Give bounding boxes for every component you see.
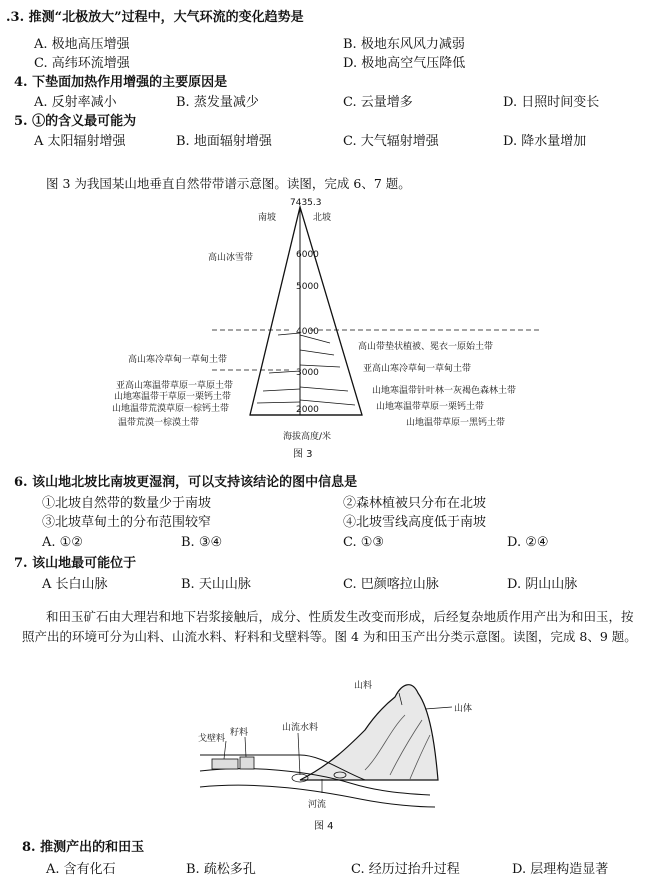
q6-statement-3: ③北坡草甸土的分布范围较窄 <box>42 515 212 530</box>
q6-option-d: D. ②④ <box>507 535 549 550</box>
mountain-profile <box>250 207 362 415</box>
left-belt-3: 亚高山寒温带草原一草原土带 <box>116 381 234 391</box>
q6-stem: 6. 该山地北坡比南坡更湿润，可以支持该结论的图中信息是 <box>14 475 358 490</box>
right-belt-1: 高山带垫状植被、冕衣一原始土带 <box>358 342 494 352</box>
q4-stem: 4. 下垫面加热作用增强的主要原因是 <box>14 75 228 90</box>
left-belt-6: 温带荒漠一棕漠土带 <box>118 418 200 428</box>
q4-option-c: C. 云量增多 <box>343 95 413 110</box>
q7-stem: 7. 该山地最可能位于 <box>14 556 137 571</box>
q5-option-d: D. 降水量增加 <box>503 134 587 149</box>
fig3-diagram <box>100 195 540 465</box>
q8-stem: 8. 推测产出的和田玉 <box>22 840 145 855</box>
q8-option-c: C. 经历过抬升过程 <box>351 862 460 877</box>
fig4-caption: 图 4 <box>314 821 334 832</box>
q6-statement-1: ①北坡自然带的数量少于南坡 <box>42 496 212 511</box>
label-shanti: 山体 <box>454 704 473 714</box>
q3-option-d: D. 极地高空气压降低 <box>343 56 466 71</box>
fig3-intro: 图 3 为我国某山地垂直自然带带谱示意图。读图，完成 6、7 题。 <box>46 176 411 191</box>
tick-6000: 6000 <box>296 250 319 260</box>
tick-3000: 3000 <box>296 368 319 378</box>
q8-option-b: B. 疏松多孔 <box>186 862 256 877</box>
fig3-south-slope-label: 南坡 <box>258 213 277 223</box>
q5-option-c: C. 大气辐射增强 <box>343 134 439 149</box>
q6-option-b: B. ③④ <box>181 535 223 550</box>
left-belt-2: 高山寒冷草甸一草甸土带 <box>128 355 228 365</box>
fig3-north-slope-label: 北坡 <box>313 213 332 223</box>
q8-option-a: A. 含有化石 <box>46 862 116 877</box>
q8-option-d: D. 层理构造显著 <box>512 862 609 877</box>
label-gebiliao: 戈壁料 <box>198 734 226 744</box>
left-belt-1: 高山冰雪带 <box>208 253 254 263</box>
q6-option-a: A. ①② <box>42 535 83 550</box>
q6-statement-2: ②森林植被只分布在北坡 <box>343 496 487 511</box>
fig3-caption: 图 3 <box>293 449 313 460</box>
q5-option-a: A 太阳辐射增强 <box>34 134 126 149</box>
label-ziliao: 籽料 <box>230 728 249 738</box>
q7-option-d: D. 阴山山脉 <box>507 577 578 592</box>
q3-option-c: C. 高纬环流增强 <box>34 56 130 71</box>
q3-stem: .3. 推测“北极放大”过程中，大气环流的变化趋势是 <box>6 10 304 25</box>
q6-statement-4: ④北坡雪线高度低于南坡 <box>343 515 487 530</box>
label-shanliao: 山料 <box>354 681 373 691</box>
q4-option-a: A. 反射率减小 <box>34 95 117 110</box>
q5-stem: 5. ①的含义最可能为 <box>14 114 137 129</box>
q7-option-c: C. 巴颜喀拉山脉 <box>343 577 439 592</box>
fig3-x-label: 海拔高度/米 <box>283 432 332 442</box>
right-belt-2: 亚高山寒冷草甸一草甸土带 <box>363 364 472 374</box>
fig4-diagram <box>190 675 480 835</box>
q7-option-b: B. 天山山脉 <box>181 577 251 592</box>
left-belt-5: 山地温带荒漠草原一棕钙土带 <box>112 404 230 414</box>
right-belt-3: 山地寒温带针叶林一灰褐色森林土带 <box>372 386 517 396</box>
label-river: 河流 <box>308 800 327 810</box>
label-shanliushuiliao: 山流水料 <box>282 723 319 733</box>
tick-2000: 2000 <box>296 405 319 415</box>
q7-option-a: A 长白山脉 <box>42 577 108 592</box>
fig3-peak-label: 7435.3 <box>290 198 322 208</box>
q6-option-c: C. ①③ <box>343 535 385 550</box>
q4-option-b: B. 蒸发量减少 <box>176 95 259 110</box>
right-belt-5: 山地温带草原一黑钙土带 <box>406 418 506 428</box>
left-belt-4: 山地寒温带干草原一栗钙土带 <box>114 392 232 402</box>
q3-option-b: B. 极地东风风力减弱 <box>343 37 465 52</box>
fig4-intro: 和田玉矿石由大理岩和地下岩浆接触后，成分、性质发生改变而形成，后经复杂地质作用产出为和田玉，按照产出的环境可分为山料、山流水料、籽料和戈壁料等。图 4 为和田玉产出分类示意图。读图，完成 8、9 题。 <box>22 609 637 644</box>
q5-option-b: B. 地面辐射增强 <box>176 134 272 149</box>
tick-5000: 5000 <box>296 282 319 292</box>
tick-4000: 4000 <box>296 327 319 337</box>
q4-option-d: D. 日照时间变长 <box>503 95 600 110</box>
q3-option-a: A. 极地高压增强 <box>34 37 130 52</box>
right-belt-4: 山地寒温带草原一栗钙土带 <box>376 402 485 412</box>
